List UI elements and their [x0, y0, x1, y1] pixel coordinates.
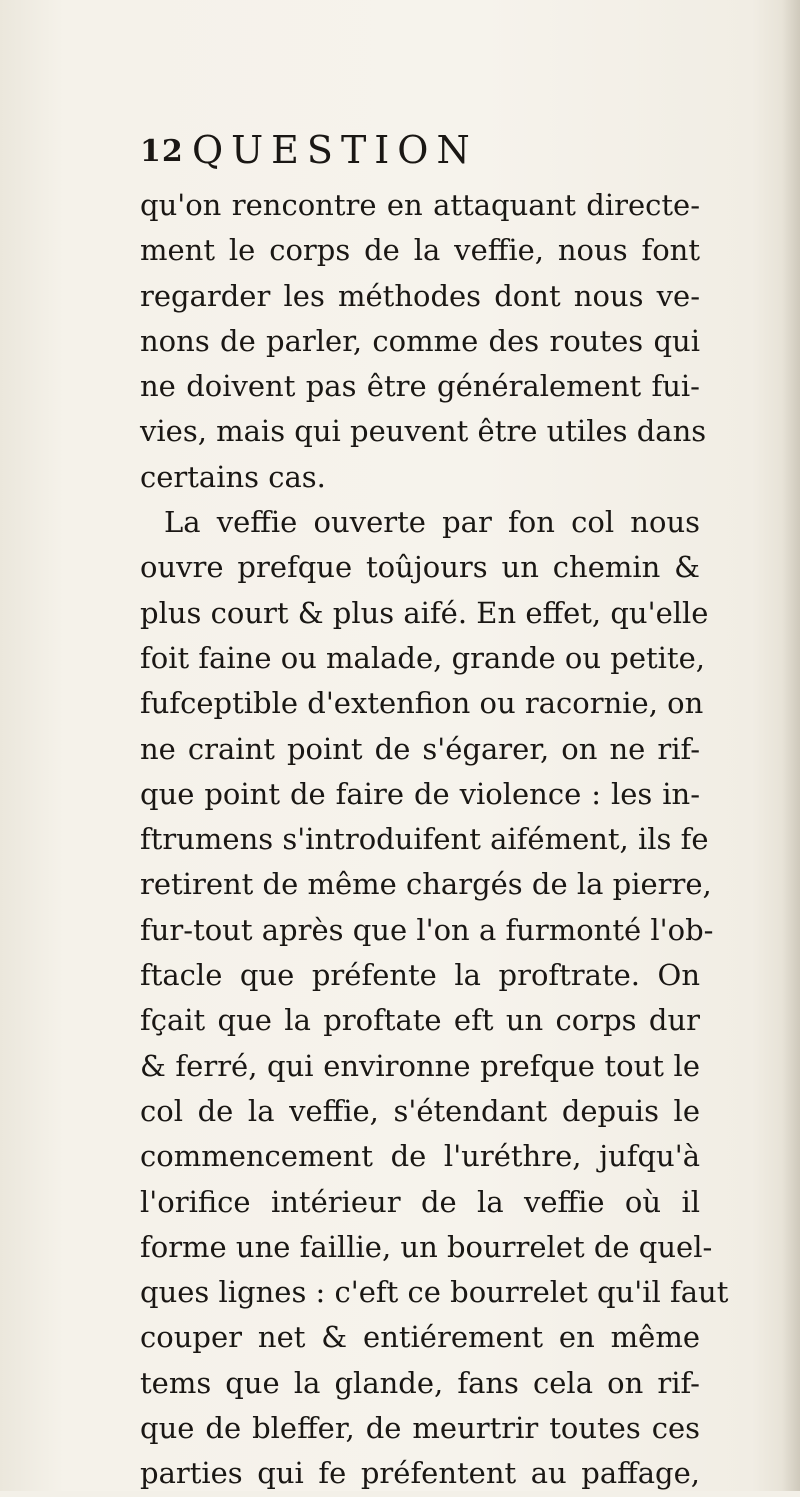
text-line: regarder les méthodes dont nous ve- — [140, 278, 700, 313]
text-line: fufceptible d'extenfion ou racornie, on — [140, 686, 704, 721]
text-line: La veffie ouverte par fon col nous — [164, 505, 700, 540]
text-line: vies, mais qui peuvent être utiles dans — [140, 414, 707, 449]
page-number: 12 — [140, 134, 184, 169]
text-line: ne doivent pas être généralement fui- — [140, 369, 700, 404]
text-line: commencement de l'uréthre, jufqu'à — [140, 1139, 700, 1174]
text-line: fçait que la proftate eft un corps dur — [140, 1003, 700, 1038]
body-text — [140, 183, 729, 1497]
text-line: foit faine ou malade, grande ou petite, — [140, 640, 705, 675]
text-line: l'orifice intérieur de la veffie où il — [140, 1184, 700, 1219]
text-line: & ferré, qui environne prefque tout le — [140, 1048, 700, 1083]
page-edge-shadow — [782, 0, 800, 1491]
running-head: QUESTION — [192, 128, 478, 172]
text-line: ques lignes : c'eft ce bourrelet qu'il faut — [140, 1275, 729, 1310]
text-line: qu'on rencontre en attaquant directe- — [140, 188, 700, 222]
text-line: ftrumens s'introduifent aifément, ils fe — [140, 822, 709, 857]
text-line: parties qui fe préfentent au paffage, — [140, 1456, 700, 1491]
text-line: tems que la glande, fans cela on rif- — [140, 1365, 700, 1400]
text-line: ne craint point de s'égarer, on ne rif- — [140, 731, 700, 766]
text-line: retirent de même chargés de la pierre, — [140, 867, 712, 902]
text-line: fur-tout après que l'on a furmonté l'ob- — [140, 912, 714, 947]
text-line: col de la veffie, s'étendant depuis le — [140, 1093, 700, 1128]
text-line: ftacle que préfente la proftrate. On — [140, 958, 700, 993]
text-line: couper net & entiérement en même — [140, 1320, 700, 1355]
text-line: que point de faire de violence : les in- — [140, 776, 700, 811]
page-header — [140, 128, 700, 188]
text-line: certains cas. — [140, 459, 326, 494]
text-line: que de bleffer, de meurtrir toutes ces — [140, 1411, 700, 1446]
text-line: plus court & plus aifé. En effet, qu'elle — [140, 595, 709, 630]
text-line: ouvre prefque toûjours un chemin & — [140, 550, 700, 585]
text-line: ment le corps de la veffie, nous font — [140, 233, 700, 268]
text-line: nons de parler, comme des routes qui — [140, 323, 700, 358]
text-line: forme une faillie, un bourrelet de quel- — [140, 1229, 713, 1264]
